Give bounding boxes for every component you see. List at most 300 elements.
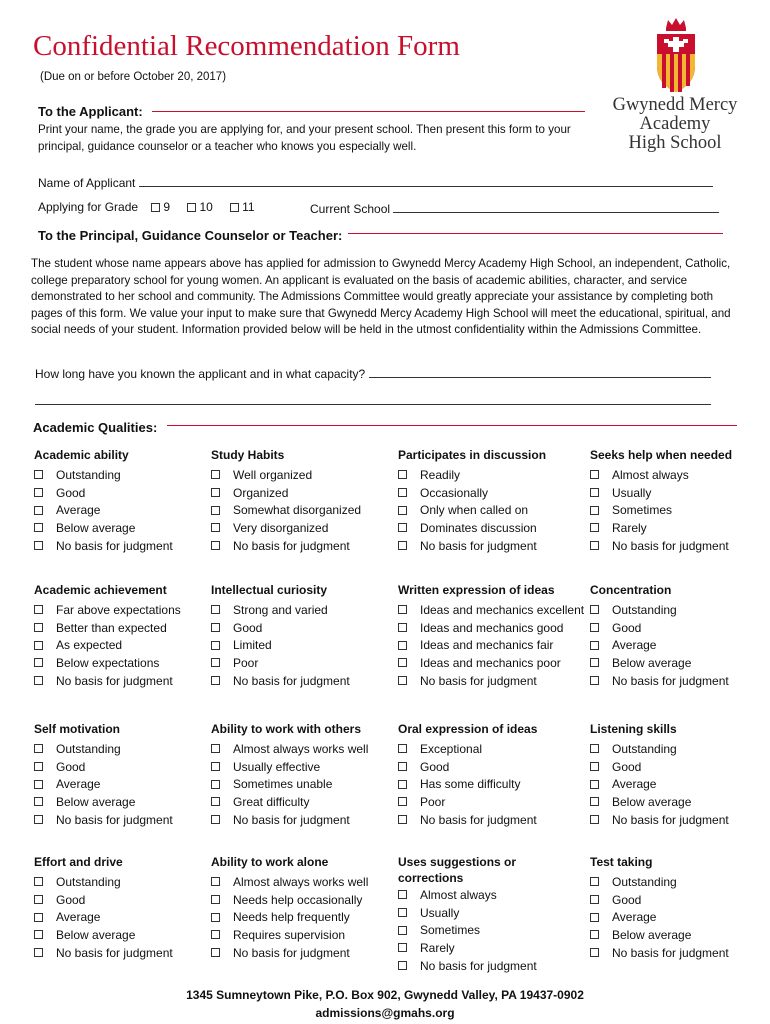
option-checkbox[interactable]	[211, 877, 220, 886]
option-label: Average	[612, 777, 657, 792]
quality-option[interactable]	[398, 887, 583, 905]
quality-option[interactable]	[34, 620, 219, 638]
quality-option[interactable]	[34, 655, 219, 673]
quality-label: Participates in discussion	[398, 448, 547, 462]
quality-option[interactable]	[211, 759, 396, 777]
applicant-name-row	[38, 174, 713, 190]
quality-option[interactable]	[590, 620, 760, 638]
quality-option[interactable]	[211, 467, 396, 485]
option-label: Rarely	[612, 521, 647, 536]
option-checkbox[interactable]	[590, 744, 599, 753]
option-label: No basis for judgment	[56, 945, 173, 960]
option-label: Below average	[612, 795, 692, 810]
quality-group	[398, 582, 583, 690]
option-checkbox[interactable]	[211, 658, 220, 667]
option-label: Outstanding	[612, 603, 677, 617]
option-label: Usually	[420, 905, 460, 920]
grade-11-checkbox[interactable]	[230, 203, 239, 212]
option-label: Good	[612, 620, 642, 635]
quality-option[interactable]	[398, 467, 583, 485]
quality-option[interactable]	[34, 776, 219, 794]
option-label: Outstanding	[612, 875, 677, 889]
option-label: Good	[420, 759, 450, 774]
option-label: Good	[233, 620, 263, 635]
option-checkbox[interactable]	[34, 506, 43, 515]
quality-option[interactable]	[590, 927, 760, 945]
option-checkbox[interactable]	[211, 762, 220, 771]
option-checkbox[interactable]	[398, 506, 407, 515]
option-label: No basis for judgment	[233, 812, 350, 827]
quality-option[interactable]	[398, 812, 583, 830]
quality-option[interactable]	[211, 794, 396, 812]
name-label: Name of Applicant	[38, 176, 136, 190]
quality-group	[34, 721, 219, 829]
option-checkbox[interactable]	[398, 744, 407, 753]
option-label: Needs help occasionally	[233, 892, 363, 907]
option-label: Below average	[56, 795, 136, 810]
quality-option[interactable]	[590, 467, 760, 485]
option-checkbox[interactable]	[590, 641, 599, 650]
quality-option[interactable]	[34, 909, 219, 927]
option-checkbox[interactable]	[398, 926, 407, 935]
quality-option[interactable]	[398, 940, 583, 958]
option-checkbox[interactable]	[590, 877, 599, 886]
quality-label: Seeks help when needed	[590, 448, 733, 462]
option-label: Ideas and mechanics excellent	[420, 603, 585, 617]
quality-group	[590, 447, 760, 555]
option-checkbox[interactable]	[34, 623, 43, 632]
quality-group	[34, 447, 219, 555]
option-label: Outstanding	[56, 742, 121, 756]
quality-option[interactable]	[34, 502, 219, 520]
option-checkbox[interactable]	[398, 623, 407, 632]
quality-option[interactable]	[34, 945, 219, 963]
quality-label: Ability to work with others	[211, 722, 362, 736]
quality-group	[398, 854, 583, 975]
quality-option[interactable]	[34, 794, 219, 812]
option-checkbox[interactable]	[211, 797, 220, 806]
option-label: Dominates discussion	[420, 521, 537, 536]
quality-option[interactable]	[398, 759, 583, 777]
option-checkbox[interactable]	[34, 658, 43, 667]
option-checkbox[interactable]	[398, 676, 407, 685]
quality-label: Academic ability	[34, 448, 129, 462]
option-label: No basis for judgment	[233, 673, 350, 688]
option-checkbox[interactable]	[211, 623, 220, 632]
option-label: Rarely	[420, 941, 455, 956]
option-label: Average	[56, 777, 101, 792]
option-label: Good	[56, 485, 86, 500]
option-label: No basis for judgment	[420, 958, 537, 973]
quality-option[interactable]	[590, 502, 760, 520]
option-checkbox[interactable]	[398, 541, 407, 550]
option-label: Needs help frequently	[233, 910, 350, 925]
option-checkbox[interactable]	[211, 815, 220, 824]
quality-option[interactable]	[590, 520, 760, 538]
option-checkbox[interactable]	[398, 605, 407, 614]
current-school-row	[310, 200, 719, 216]
option-checkbox[interactable]	[34, 523, 43, 532]
current-school-label: Current School	[310, 202, 391, 216]
option-checkbox[interactable]	[398, 641, 407, 650]
option-label: Organized	[233, 485, 289, 500]
option-label: No basis for judgment	[420, 812, 537, 827]
quality-group	[211, 721, 396, 829]
option-checkbox[interactable]	[34, 780, 43, 789]
option-label: Usually effective	[233, 759, 321, 774]
divider	[152, 111, 585, 112]
quality-group	[34, 854, 219, 962]
quality-option[interactable]	[398, 620, 583, 638]
quality-option[interactable]	[34, 812, 219, 830]
option-checkbox[interactable]	[398, 523, 407, 532]
quality-option[interactable]	[211, 927, 396, 945]
page-title: Confidential Recommendation Form	[33, 30, 460, 62]
option-checkbox[interactable]	[590, 895, 599, 904]
option-label: Good	[612, 892, 642, 907]
option-checkbox[interactable]	[211, 948, 220, 957]
option-checkbox[interactable]	[211, 506, 220, 515]
quality-group	[398, 447, 583, 555]
option-label: Limited	[233, 638, 272, 653]
option-checkbox[interactable]	[398, 488, 407, 497]
option-checkbox[interactable]	[34, 488, 43, 497]
quality-option[interactable]	[590, 874, 760, 892]
quality-option[interactable]	[211, 812, 396, 830]
quality-option[interactable]	[398, 655, 583, 673]
option-label: Average	[612, 638, 657, 653]
quality-label: Written expression of ideas	[398, 583, 555, 597]
quality-option[interactable]	[398, 637, 583, 655]
grade-11-label: 11	[242, 200, 255, 214]
option-label: Poor	[233, 656, 259, 671]
quality-option[interactable]	[590, 759, 760, 777]
quality-option[interactable]	[590, 945, 760, 963]
option-checkbox[interactable]	[211, 470, 220, 479]
option-label: Very disorganized	[233, 521, 329, 536]
option-label: Poor	[420, 795, 446, 810]
option-label: Good	[612, 759, 642, 774]
known-question-row	[35, 365, 711, 381]
quality-group	[590, 582, 760, 690]
quality-option[interactable]	[398, 922, 583, 940]
school-name-line2: Academy	[639, 114, 711, 134]
option-checkbox[interactable]	[590, 762, 599, 771]
option-checkbox[interactable]	[398, 815, 407, 824]
quality-option[interactable]	[398, 602, 583, 620]
option-label: Below average	[612, 928, 692, 943]
option-checkbox[interactable]	[34, 762, 43, 771]
option-checkbox[interactable]	[34, 895, 43, 904]
quality-option[interactable]	[211, 776, 396, 794]
quality-option[interactable]	[34, 520, 219, 538]
quality-option[interactable]	[211, 620, 396, 638]
option-checkbox[interactable]	[590, 470, 599, 479]
quality-option[interactable]	[211, 673, 396, 691]
qualities-heading: Academic Qualities:	[33, 420, 158, 435]
quality-option[interactable]	[590, 741, 760, 759]
option-label: No basis for judgment	[612, 945, 729, 960]
quality-option[interactable]	[211, 485, 396, 503]
option-checkbox[interactable]	[211, 605, 220, 614]
option-checkbox[interactable]	[211, 895, 220, 904]
quality-option[interactable]	[590, 892, 760, 910]
known-answer-line-2[interactable]	[35, 404, 711, 405]
option-label: Almost always works well	[233, 875, 369, 889]
option-label: No basis for judgment	[612, 538, 729, 553]
option-checkbox[interactable]	[590, 506, 599, 515]
quality-label: Concentration	[590, 583, 672, 597]
quality-option[interactable]	[590, 485, 760, 503]
grade-10-label: 10	[199, 200, 213, 214]
quality-label: Self motivation	[34, 722, 121, 736]
option-checkbox[interactable]	[398, 961, 407, 970]
option-checkbox[interactable]	[211, 780, 220, 789]
option-label: Somewhat disorganized	[233, 503, 362, 518]
quality-option[interactable]	[34, 673, 219, 691]
option-label: Ideas and mechanics fair	[420, 638, 554, 653]
option-label: Good	[56, 759, 86, 774]
quality-label: Test taking	[590, 855, 653, 869]
quality-option[interactable]	[590, 673, 760, 691]
quality-option[interactable]	[590, 776, 760, 794]
quality-group	[211, 854, 396, 962]
option-label: Sometimes unable	[233, 777, 333, 792]
option-label: No basis for judgment	[56, 812, 173, 827]
option-checkbox[interactable]	[34, 744, 43, 753]
quality-option[interactable]	[34, 892, 219, 910]
option-label: Sometimes	[420, 923, 481, 938]
quality-option[interactable]	[34, 759, 219, 777]
quality-option[interactable]	[211, 502, 396, 520]
option-checkbox[interactable]	[211, 541, 220, 550]
option-checkbox[interactable]	[398, 470, 407, 479]
quality-option[interactable]	[34, 467, 219, 485]
option-label: No basis for judgment	[612, 673, 729, 688]
divider	[348, 233, 723, 234]
option-checkbox[interactable]	[590, 913, 599, 922]
quality-label: Ability to work alone	[211, 855, 329, 869]
option-label: Ideas and mechanics good	[420, 620, 564, 635]
option-label: Better than expected	[56, 620, 167, 635]
quality-group	[590, 721, 760, 829]
quality-option[interactable]	[398, 673, 583, 691]
option-checkbox[interactable]	[398, 890, 407, 899]
grade-row	[38, 200, 255, 214]
option-label: As expected	[56, 638, 123, 653]
quality-option[interactable]	[590, 812, 760, 830]
option-label: Outstanding	[56, 875, 121, 889]
quality-group	[211, 582, 396, 690]
quality-option[interactable]	[398, 520, 583, 538]
option-label: No basis for judgment	[612, 812, 729, 827]
quality-option[interactable]	[211, 520, 396, 538]
option-checkbox[interactable]	[590, 523, 599, 532]
option-label: Exceptional	[420, 742, 483, 756]
quality-option[interactable]	[398, 905, 583, 923]
quality-option[interactable]	[398, 741, 583, 759]
option-checkbox[interactable]	[34, 470, 43, 479]
option-checkbox[interactable]	[398, 762, 407, 771]
grade-10-checkbox[interactable]	[187, 203, 196, 212]
option-checkbox[interactable]	[398, 908, 407, 917]
principal-heading: To the Principal, Guidance Counselor or Teacher:	[38, 228, 343, 243]
option-checkbox[interactable]	[590, 605, 599, 614]
option-label: Occasionally	[420, 485, 489, 500]
option-checkbox[interactable]	[34, 930, 43, 939]
quality-option[interactable]	[34, 927, 219, 945]
option-label: Ideas and mechanics poor	[420, 656, 561, 671]
option-checkbox[interactable]	[34, 676, 43, 685]
quality-option[interactable]	[34, 637, 219, 655]
grade-9-checkbox[interactable]	[151, 203, 160, 212]
option-label: Requires supervision	[233, 928, 346, 943]
option-label: Readily	[420, 468, 461, 482]
option-label: Almost always works well	[233, 742, 369, 756]
quality-option[interactable]	[398, 502, 583, 520]
school-name	[600, 96, 750, 153]
applicant-heading: To the Applicant:	[38, 104, 143, 119]
option-checkbox[interactable]	[34, 541, 43, 550]
option-checkbox[interactable]	[590, 488, 599, 497]
quality-option[interactable]	[398, 776, 583, 794]
divider	[167, 425, 737, 426]
option-checkbox[interactable]	[34, 605, 43, 614]
quality-option[interactable]	[590, 538, 760, 556]
option-label: Good	[56, 892, 86, 907]
quality-option[interactable]	[34, 538, 219, 556]
quality-option[interactable]	[211, 892, 396, 910]
quality-option[interactable]	[34, 602, 219, 620]
applicant-instructions: Print your name, the grade you are applying for, and your present school. Then present this form to your principal, guidance counselor or a teacher who knows you especially well.	[38, 123, 571, 153]
quality-label: Study Habits	[211, 448, 285, 462]
quality-option[interactable]	[211, 602, 396, 620]
quality-option[interactable]	[398, 794, 583, 812]
principal-instructions: The student whose name appears above has applied for admission to Gwynedd Mercy Academy High School, an independent, Catholic, college preparatory school for young women. An applicant is evaluated on the basis of academic abilities, character, and service demonstrated to her school and community. The Admissions Committee would greatly appreciate your assistance by completing both pages of this form. We value your input to make sure that Gwynedd Mercy Academy High School will meet the educational, spiritual, and social needs of your student. Information provided below will be held in the utmost confidentiality within the Admissions Committee.	[31, 257, 731, 336]
option-checkbox[interactable]	[590, 930, 599, 939]
option-checkbox[interactable]	[590, 815, 599, 824]
quality-group	[398, 721, 583, 829]
applicant-name-field[interactable]	[139, 174, 713, 187]
quality-group	[34, 582, 219, 690]
option-checkbox[interactable]	[34, 797, 43, 806]
quality-group	[211, 447, 396, 555]
quality-label: Oral expression of ideas	[398, 722, 538, 736]
quality-option[interactable]	[590, 794, 760, 812]
option-checkbox[interactable]	[211, 913, 220, 922]
option-checkbox[interactable]	[211, 641, 220, 650]
grade-9-label: 9	[163, 200, 171, 214]
quality-option[interactable]	[211, 874, 396, 892]
quality-option[interactable]	[398, 538, 583, 556]
option-label: Has some difficulty	[420, 777, 521, 792]
option-label: Below average	[612, 656, 692, 671]
quality-option[interactable]	[590, 602, 760, 620]
footer-address: 1345 Sumneytown Pike, P.O. Box 902, Gwynedd Valley, PA 19437-0902	[186, 988, 584, 1002]
option-label: Well organized	[233, 468, 313, 482]
option-checkbox[interactable]	[34, 815, 43, 824]
option-label: Below average	[56, 521, 136, 536]
quality-option[interactable]	[211, 945, 396, 963]
option-checkbox[interactable]	[211, 488, 220, 497]
option-checkbox[interactable]	[590, 780, 599, 789]
footer-email: admissions@gmahs.org	[315, 1006, 455, 1020]
quality-label: Listening skills	[590, 722, 677, 736]
option-label: Outstanding	[612, 742, 677, 756]
option-label: Below expectations	[56, 656, 160, 671]
option-label: No basis for judgment	[233, 945, 350, 960]
quality-option[interactable]	[211, 909, 396, 927]
school-name-line1: Gwynedd Mercy	[612, 95, 738, 115]
quality-option[interactable]	[398, 958, 583, 976]
quality-label: Academic achievement	[34, 583, 167, 597]
due-date: (Due on or before October 20, 2017)	[40, 71, 227, 83]
option-checkbox[interactable]	[398, 658, 407, 667]
option-checkbox[interactable]	[398, 780, 407, 789]
quality-option[interactable]	[34, 485, 219, 503]
option-label: Almost always	[420, 888, 497, 902]
school-crest-icon	[640, 14, 712, 96]
quality-option[interactable]	[590, 909, 760, 927]
option-checkbox[interactable]	[211, 744, 220, 753]
option-checkbox[interactable]	[590, 797, 599, 806]
option-checkbox[interactable]	[398, 797, 407, 806]
quality-option[interactable]	[211, 538, 396, 556]
option-checkbox[interactable]	[590, 658, 599, 667]
option-checkbox[interactable]	[34, 641, 43, 650]
option-label: Usually	[612, 485, 652, 500]
option-label: Strong and varied	[233, 603, 328, 617]
quality-option[interactable]	[590, 637, 760, 655]
option-label: Average	[612, 910, 657, 925]
quality-option[interactable]	[398, 485, 583, 503]
option-checkbox[interactable]	[34, 877, 43, 886]
option-checkbox[interactable]	[590, 623, 599, 632]
quality-option[interactable]	[211, 637, 396, 655]
quality-option[interactable]	[34, 874, 219, 892]
option-label: No basis for judgment	[56, 673, 173, 688]
quality-option[interactable]	[211, 741, 396, 759]
quality-label: Effort and drive	[34, 855, 123, 869]
option-checkbox[interactable]	[211, 930, 220, 939]
quality-label: Uses suggestions or corrections	[398, 855, 517, 885]
option-label: Almost always	[612, 468, 689, 482]
option-checkbox[interactable]	[590, 948, 599, 957]
option-label: No basis for judgment	[420, 538, 537, 553]
school-name-line3: High School	[628, 133, 722, 153]
option-checkbox[interactable]	[590, 541, 599, 550]
quality-option[interactable]	[34, 741, 219, 759]
option-checkbox[interactable]	[34, 913, 43, 922]
current-school-field[interactable]	[393, 200, 719, 213]
option-label: Sometimes	[612, 503, 673, 518]
grade-label: Applying for Grade	[38, 200, 139, 214]
option-checkbox[interactable]	[590, 676, 599, 685]
option-checkbox[interactable]	[398, 943, 407, 952]
known-answer-field[interactable]	[369, 365, 711, 378]
option-label: Only when called on	[420, 503, 529, 518]
option-label: Average	[56, 910, 101, 925]
option-checkbox[interactable]	[211, 676, 220, 685]
option-checkbox[interactable]	[211, 523, 220, 532]
quality-option[interactable]	[590, 655, 760, 673]
quality-group	[590, 854, 760, 962]
option-label: No basis for judgment	[420, 673, 537, 688]
option-label: Below average	[56, 928, 136, 943]
option-checkbox[interactable]	[34, 948, 43, 957]
quality-option[interactable]	[211, 655, 396, 673]
option-label: No basis for judgment	[233, 538, 350, 553]
